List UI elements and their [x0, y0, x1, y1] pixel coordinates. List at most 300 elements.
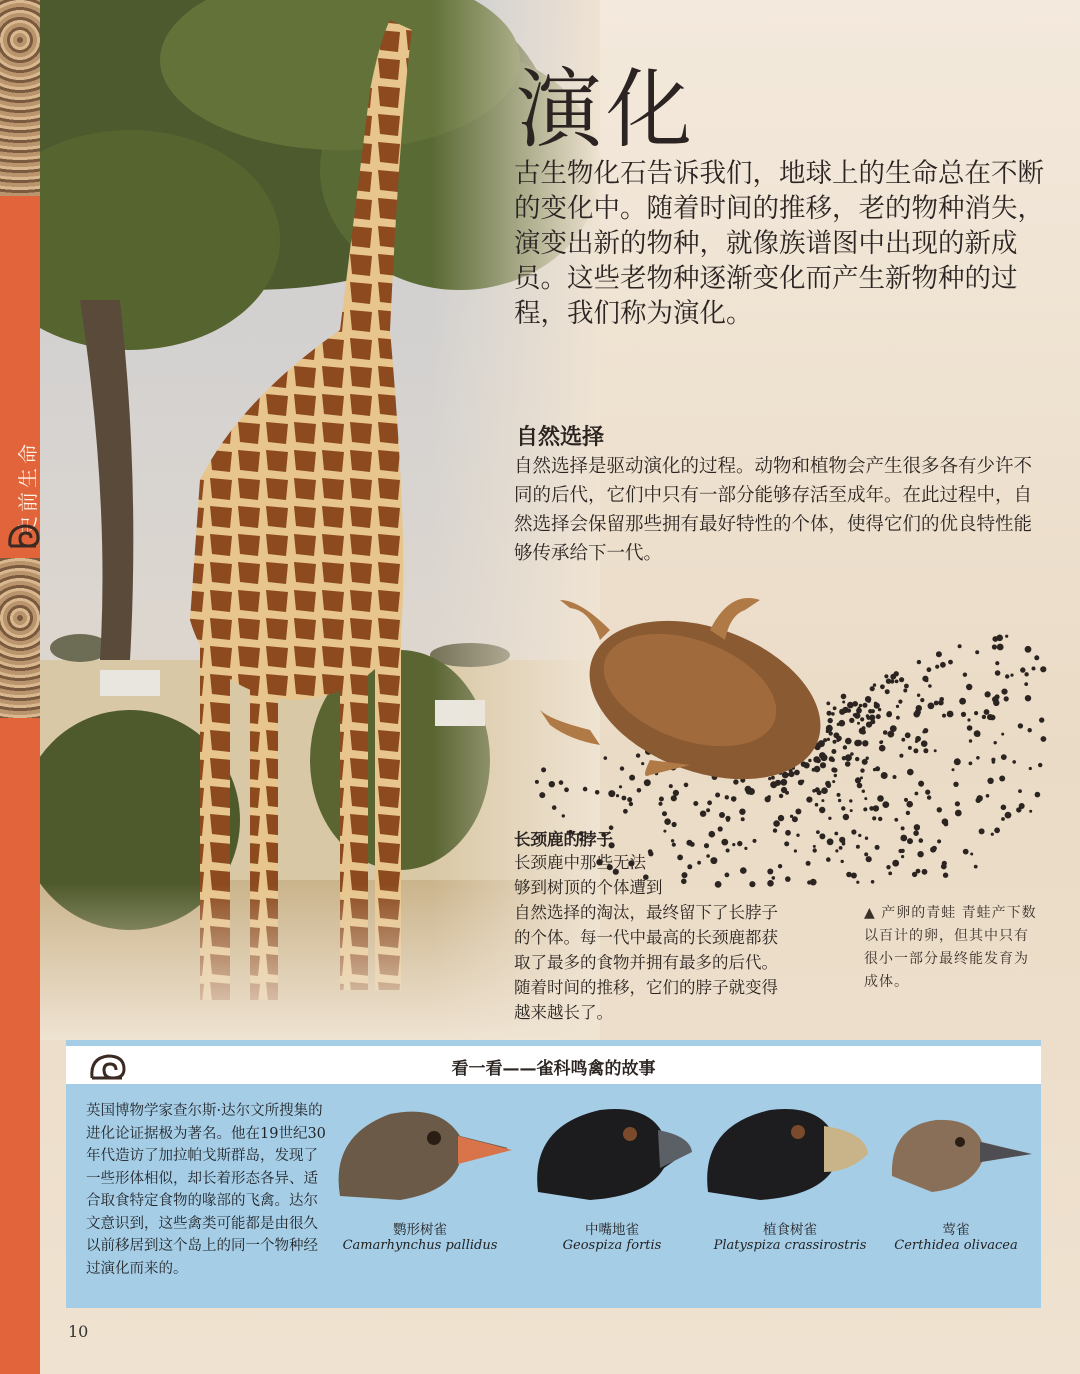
frog-egg [836, 739, 839, 742]
frog-egg [927, 667, 932, 672]
frog-egg [842, 701, 845, 704]
frog-egg [789, 771, 795, 777]
frog-egg [831, 758, 835, 762]
frog-egg [878, 708, 881, 711]
frog-egg [904, 684, 909, 689]
neck-line: 够到树顶的个体遭到 [514, 878, 663, 897]
frog-egg [936, 651, 942, 657]
frog-egg [828, 718, 833, 723]
frog-egg [954, 758, 961, 765]
frog-egg [627, 797, 632, 802]
frog-egg [812, 768, 816, 772]
frog-egg [866, 757, 869, 760]
frog-egg [806, 797, 812, 803]
frog-egg [559, 780, 564, 785]
frog-egg [816, 830, 820, 834]
frog-egg [737, 841, 742, 846]
frog-egg [885, 689, 890, 694]
frog-egg [919, 838, 924, 843]
frog-caption: ▲ 产卵的青蛙 青蛙产下数以百计的卵，但其中只有很小一部分最终能发育为成体。 [864, 905, 1037, 990]
frog-egg [748, 788, 755, 795]
frog-egg [856, 845, 860, 849]
frog-egg [894, 818, 898, 822]
frog-egg [620, 766, 624, 770]
frog-egg [779, 794, 783, 798]
frog-egg [1039, 717, 1044, 722]
frog-egg [898, 700, 902, 704]
frog-egg [938, 700, 944, 706]
frog-egg [731, 796, 737, 802]
frog-egg [963, 673, 967, 677]
bird-latin-name: Camarhynchus pallidus [342, 1238, 498, 1253]
frog-egg [672, 822, 677, 827]
frog-egg [832, 780, 835, 783]
frog-egg [690, 842, 695, 847]
frog-egg [995, 661, 999, 665]
frog-egg [866, 714, 869, 717]
section-tab-label: 史前生命 [16, 440, 40, 536]
frog-egg [1029, 767, 1032, 770]
neck-line: 长颈鹿中那些无法 [514, 853, 646, 872]
frog-egg [851, 829, 856, 834]
frog-egg [901, 855, 904, 858]
frog-egg [970, 853, 973, 856]
frog-egg [841, 694, 847, 700]
frog-egg [827, 838, 834, 845]
frog-egg [865, 696, 871, 702]
frog-egg [872, 816, 876, 820]
frog-egg [863, 703, 868, 708]
frog-egg [999, 776, 1005, 782]
frog-egg [969, 739, 972, 742]
frog-egg [706, 808, 710, 812]
frog-egg [671, 795, 677, 801]
frog-egg [773, 828, 777, 832]
frog-egg [982, 715, 986, 719]
frog-egg [871, 709, 875, 713]
frog-egg [908, 746, 912, 750]
frog-egg [932, 846, 937, 851]
frog-egg [834, 832, 838, 836]
frog-egg [877, 795, 884, 802]
frog-egg [669, 784, 673, 788]
frog-egg [623, 809, 628, 814]
frog-egg [765, 796, 771, 802]
finch-woodpecker-illustration [330, 1096, 520, 1206]
frog-egg [883, 730, 888, 735]
frog-egg [845, 738, 852, 745]
frog-egg [892, 860, 899, 867]
frog-egg [1041, 736, 1047, 742]
bird-beak [824, 1126, 868, 1172]
frog-egg [1035, 792, 1041, 798]
frog-egg [886, 679, 891, 684]
frog-egg [994, 827, 1000, 833]
frog-egg [966, 684, 972, 690]
natural-selection-heading: 自然选择 [516, 425, 605, 450]
frog-egg [866, 856, 872, 862]
frog-egg [1025, 646, 1032, 653]
frog-egg [1010, 674, 1013, 677]
frog-egg [879, 741, 883, 745]
frog-egg [986, 794, 990, 798]
frog-egg [700, 811, 706, 817]
frog-egg [849, 799, 852, 802]
finch-panel-title: 看一看——雀科鸣禽的故事 [451, 1059, 656, 1079]
frog-egg [948, 660, 953, 665]
frog-egg [928, 703, 935, 710]
frog-egg [906, 811, 910, 815]
frog-egg [861, 730, 866, 735]
frog-egg [866, 722, 872, 728]
frog-egg [958, 644, 962, 648]
frog-egg [858, 834, 861, 837]
frog-egg [907, 769, 914, 776]
frog-egg [847, 702, 854, 709]
frog-egg [901, 826, 905, 830]
frog-egg [1005, 674, 1009, 678]
frog-egg [899, 677, 904, 682]
frog-egg [893, 775, 897, 779]
frog-egg [920, 783, 923, 786]
frog-egg [874, 703, 880, 709]
frog-egg [937, 839, 941, 843]
bird-name: 莺雀 [942, 1222, 970, 1238]
frog-egg [886, 865, 890, 869]
neck-line: 越来越长了。 [514, 1003, 613, 1022]
bird-beak [980, 1142, 1032, 1162]
frog-egg [882, 801, 889, 808]
frog-egg [1001, 754, 1007, 760]
frog-egg [733, 779, 738, 784]
frog-egg [721, 839, 728, 846]
frog-egg [1018, 723, 1023, 728]
frog-egg [887, 711, 892, 716]
frog-egg [869, 806, 874, 811]
frog-egg [833, 706, 837, 710]
frog-egg [837, 723, 840, 726]
frog-egg [857, 783, 863, 789]
frog-egg [953, 782, 958, 787]
frog-egg [704, 843, 709, 848]
fossil-strip-lower [0, 558, 40, 718]
frog-egg [780, 779, 787, 786]
frog-egg [771, 776, 775, 780]
page-number: 10 [68, 1322, 89, 1341]
frog-egg [662, 811, 667, 816]
frog-egg [915, 792, 919, 796]
frog-egg [1001, 689, 1007, 695]
frog-egg [994, 741, 997, 744]
frog-egg [837, 793, 841, 797]
fossil-strip [0, 0, 40, 196]
frog-egg [864, 852, 868, 856]
frog-egg [871, 880, 875, 884]
frog-egg [1001, 805, 1007, 811]
frog-egg [819, 752, 826, 759]
frog-egg [917, 660, 921, 664]
frog-egg [863, 807, 867, 811]
frog-egg [808, 759, 811, 762]
frog-egg [849, 718, 854, 723]
frog-egg [862, 790, 865, 793]
frog-egg [890, 725, 897, 732]
frog-egg [839, 720, 846, 727]
frog-egg [975, 650, 979, 654]
frog-egg [833, 740, 837, 744]
neck-line: 随着时间的推移，它们的脖子就变得 [514, 978, 778, 997]
frog-egg [812, 789, 816, 793]
frog-egg [913, 830, 919, 836]
frog-egg [644, 779, 651, 786]
frog-egg [888, 872, 892, 876]
frog-egg [843, 814, 849, 820]
frog-egg [875, 766, 880, 771]
frog-egg [967, 718, 970, 721]
frog-egg [916, 869, 921, 874]
frog-egg [770, 781, 777, 788]
frog-egg [915, 709, 921, 715]
frog-egg [843, 745, 847, 749]
frog-egg [997, 644, 1004, 651]
frog-egg [1024, 672, 1028, 676]
frog-egg [905, 732, 911, 738]
warbler-finch-illustration [886, 1096, 1036, 1206]
frog-egg [719, 812, 725, 818]
frog-egg [741, 817, 745, 821]
finch-panel-text: 英国博物学家查尔斯·达尔文所搜集的进化论证据极为著名。他在19世纪30年代造访了加拉帕戈斯群岛，发现了一些形体相似，却长着形态各异、适合取食特定食物的喙部的飞禽。达尔文意识到，这些禽类可能都是由很久以前移居到这个岛上的同一个物种经过演化而来的。 [86, 1103, 326, 1277]
frog-egg [967, 725, 973, 731]
frog-image [540, 591, 842, 808]
frog-egg [899, 754, 903, 758]
frog-egg [992, 636, 998, 642]
frog-egg [862, 726, 866, 730]
frog-egg [1029, 810, 1032, 813]
frog-egg [833, 768, 838, 773]
frog-egg [862, 740, 868, 746]
frog-egg [937, 807, 942, 812]
frog-egg [838, 799, 841, 802]
frog-egg [901, 849, 905, 853]
frog-egg [1021, 667, 1024, 670]
frog-egg [707, 800, 712, 805]
frog-egg [732, 843, 735, 846]
frog-egg [860, 768, 864, 772]
frog-egg [778, 815, 784, 821]
frog-egg [942, 714, 946, 718]
bird-name: 中嘴地雀 [585, 1222, 639, 1238]
frog-egg [790, 815, 793, 818]
frog-egg [1025, 695, 1031, 701]
frog-egg [865, 837, 868, 840]
frog-egg [826, 783, 831, 788]
frog-egg [636, 753, 640, 757]
frog-egg [549, 781, 555, 787]
frog-egg [1040, 666, 1046, 672]
frog-egg [739, 809, 745, 815]
frog-egg [753, 839, 757, 843]
frog-egg [940, 662, 946, 668]
frog-egg [826, 702, 830, 706]
frog-egg [845, 761, 851, 767]
neck-line: 自然选择的淘汰，最终留下了长脖子 [514, 903, 778, 922]
frog-egg [864, 797, 867, 800]
frog-egg [976, 733, 980, 737]
frog-egg [616, 794, 619, 797]
frog-egg [819, 807, 825, 813]
frog-egg [917, 851, 923, 857]
frog-egg [664, 818, 671, 825]
medium-ground-finch-illustration [530, 1096, 720, 1206]
frog-egg [856, 881, 859, 884]
frog-egg [834, 774, 837, 777]
frog-egg [1001, 733, 1004, 736]
frog-egg [991, 833, 994, 836]
frog-egg [878, 817, 882, 821]
frog-egg [796, 834, 799, 837]
frog-egg [977, 795, 983, 801]
frog-egg [821, 799, 824, 802]
bird-latin-name: Geospiza fortis [562, 1238, 662, 1253]
frog-egg [875, 845, 880, 850]
frog-egg [826, 729, 830, 733]
frog-egg [820, 762, 826, 768]
frog-egg [896, 716, 900, 720]
frog-egg [604, 756, 608, 760]
frog-egg [718, 826, 723, 831]
frog-egg [819, 833, 825, 839]
tab-strip-lower [0, 558, 40, 1374]
frog-egg [1024, 682, 1028, 686]
frog-egg [922, 730, 925, 733]
frog-egg [963, 849, 969, 855]
frog-egg [629, 802, 633, 806]
frog-egg [880, 684, 885, 689]
frog-egg [896, 705, 899, 708]
frog-egg [562, 814, 565, 817]
frog-egg [794, 770, 800, 776]
bird-name: 鹦形树雀 [393, 1222, 447, 1238]
frog-egg [801, 780, 804, 783]
frog-egg [827, 738, 830, 741]
frog-egg [976, 756, 980, 760]
frog-egg [974, 865, 978, 869]
frog-egg [725, 795, 729, 799]
frog-egg [839, 837, 845, 843]
frog-egg [817, 790, 822, 795]
bird-beak [458, 1136, 512, 1164]
frog-egg [943, 873, 948, 878]
frog-egg [541, 767, 546, 772]
frog-egg [829, 731, 833, 735]
frog-egg [995, 670, 1001, 676]
frog-egg [846, 872, 852, 878]
frog-egg [785, 830, 791, 836]
frog-egg [658, 802, 662, 806]
frog-egg [985, 691, 991, 697]
frog-egg [987, 778, 993, 784]
frog-egg [854, 740, 861, 747]
frog-egg [781, 787, 787, 793]
frog-egg [850, 752, 854, 756]
neck-line: 取了最多的食物并拥有最多的后代。 [514, 953, 778, 972]
frog-egg [1012, 760, 1016, 764]
frog-egg [821, 787, 828, 794]
frog-egg [813, 756, 820, 763]
frog-egg [608, 790, 615, 797]
bird-beak [658, 1130, 692, 1168]
frog-egg [870, 686, 875, 691]
frog-egg [629, 775, 635, 781]
natural-selection-paragraph: 自然选择是驱动演化的过程。动物和植物会产生很多各有少许不同的后代，它们中只有一部分能够存活至成年。在此过程中，自然选择会保留那些拥有最好特性的个体，使得它们的优良特性能够传承给下一代。 [514, 456, 1033, 564]
frog-egg [659, 797, 664, 802]
frog-egg [895, 680, 899, 684]
frog-egg [768, 777, 771, 780]
frog-egg [831, 749, 836, 754]
frog-egg [1001, 817, 1005, 821]
frog-egg [693, 801, 698, 806]
frog-egg [928, 684, 932, 688]
frog-egg [672, 843, 676, 847]
frog-egg [684, 783, 689, 788]
frog-egg [1028, 728, 1032, 732]
frog-egg [922, 676, 928, 682]
frog-egg [941, 864, 947, 870]
frog-egg [923, 748, 928, 753]
frog-egg [959, 698, 966, 705]
frog-egg [709, 831, 716, 838]
frog-egg [853, 713, 857, 717]
frog-egg [917, 694, 920, 697]
frog-egg [855, 757, 859, 761]
frog-egg [992, 696, 999, 703]
frog-egg [922, 869, 928, 875]
frog-egg [913, 748, 918, 753]
frog-egg [944, 822, 949, 827]
frog-egg [914, 824, 920, 830]
frog-egg [1005, 812, 1012, 819]
frog-egg [955, 810, 962, 817]
frog-egg [595, 790, 600, 795]
frog-egg [535, 780, 539, 784]
frog-egg [641, 762, 644, 765]
frog-egg [842, 707, 848, 713]
frog-egg [901, 738, 905, 742]
giraffe-neck-paragraph [514, 850, 844, 1025]
frog-egg [1004, 696, 1009, 701]
frog-egg [1038, 763, 1042, 767]
page-title: 演化 [516, 60, 696, 160]
frog-egg [935, 665, 939, 669]
frog-egg [619, 785, 622, 788]
frog-egg [984, 709, 990, 715]
frog-egg [818, 740, 825, 747]
frog-egg [860, 776, 863, 779]
frog-egg [869, 715, 875, 721]
frog-egg [671, 839, 674, 842]
frog-egg [831, 712, 835, 716]
frog-egg [879, 745, 886, 752]
frog-egg [947, 711, 954, 718]
frog-egg [784, 841, 789, 846]
frog-egg [974, 711, 978, 715]
frog-egg [842, 842, 846, 846]
frog-egg [904, 798, 908, 802]
frog-egg [991, 758, 995, 762]
frog-egg [934, 749, 937, 752]
frog-egg [969, 762, 973, 766]
frog-egg [925, 790, 930, 795]
